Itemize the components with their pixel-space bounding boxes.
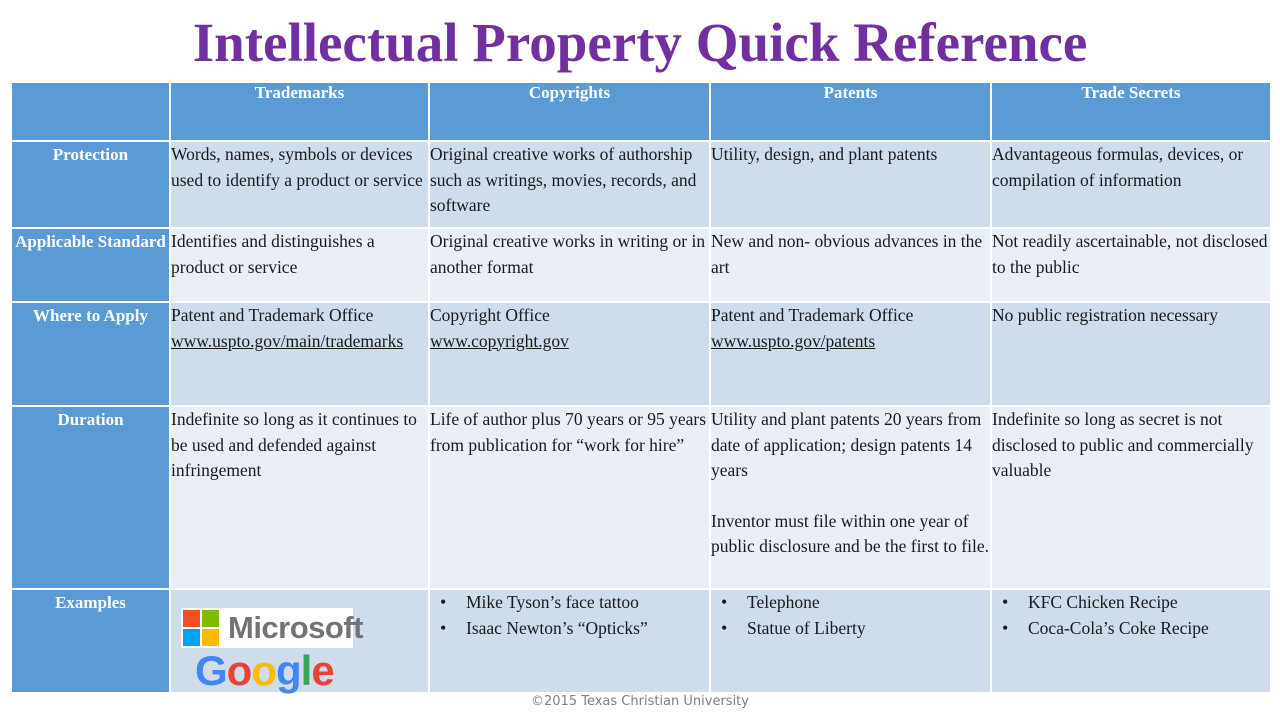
header-corner bbox=[11, 82, 170, 141]
list-item: • Coca-Cola’s Coke Recipe bbox=[992, 616, 1270, 642]
cell-duration-patents bbox=[710, 406, 991, 589]
trademark-logos bbox=[171, 590, 428, 694]
microsoft-wordmark: Microsoft bbox=[228, 610, 363, 646]
cell-examples-trademarks bbox=[170, 589, 429, 693]
apply-copyrights-office: Copyright Office bbox=[430, 305, 550, 325]
page-title: Intellectual Property Quick Reference bbox=[192, 12, 1088, 73]
header-trademarks: Trademarks bbox=[170, 82, 429, 141]
row-standard bbox=[11, 228, 1271, 302]
list-item: • Telephone bbox=[711, 590, 990, 616]
patent-examples-list bbox=[711, 590, 990, 641]
google-logo: Google bbox=[195, 647, 334, 694]
duration-patents-terms: Utility and plant patents 20 years from date of application; design patents 14 years bbox=[711, 409, 982, 480]
list-item: • Isaac Newton’s “Opticks” bbox=[430, 616, 709, 642]
microsoft-logo bbox=[181, 608, 363, 648]
duration-patents-note: Inventor must file within one year of public disclosure and be the first to file. bbox=[711, 510, 989, 556]
header-patents: Patents bbox=[710, 82, 991, 141]
apply-trademarks-office: Patent and Trademark Office bbox=[171, 305, 374, 325]
cell-standard-trade-secrets: Not readily ascertainable, not disclosed to the public bbox=[991, 228, 1271, 302]
row-header-standard: Applicable Standard bbox=[11, 228, 170, 302]
cell-protection-copyrights: Original creative works of authorship such as writings, movies, records, and software bbox=[429, 141, 710, 228]
list-item: • Mike Tyson’s face tattoo bbox=[430, 590, 709, 616]
row-apply bbox=[11, 302, 1271, 406]
cell-standard-copyrights: Original creative works in writing or in another format bbox=[429, 228, 710, 302]
cell-apply-trademarks bbox=[170, 302, 429, 406]
list-item: • Statue of Liberty bbox=[711, 616, 990, 642]
header-row bbox=[11, 82, 1271, 141]
cell-examples-trade-secrets bbox=[991, 589, 1271, 693]
microsoft-grid-icon bbox=[183, 610, 219, 646]
apply-patents-link[interactable]: www.uspto.gov/patents bbox=[711, 330, 876, 351]
apply-copyrights-link[interactable]: www.copyright.gov bbox=[430, 330, 569, 351]
row-duration bbox=[11, 406, 1271, 589]
copyright-examples-list bbox=[430, 590, 709, 641]
row-examples bbox=[11, 589, 1271, 693]
row-header-protection: Protection bbox=[11, 141, 170, 228]
apply-trademarks-link[interactable]: www.uspto.gov/main/trademarks bbox=[171, 330, 404, 351]
apply-patents-office: Patent and Trademark Office bbox=[711, 305, 914, 325]
ip-reference-table bbox=[10, 81, 1272, 694]
cell-protection-trade-secrets: Advantageous formulas, devices, or compilation of information bbox=[991, 141, 1271, 228]
row-header-duration: Duration bbox=[11, 406, 170, 589]
row-header-examples: Examples bbox=[11, 589, 170, 693]
cell-apply-trade-secrets: No public registration necessary bbox=[991, 302, 1271, 406]
cell-standard-trademarks: Identifies and distinguishes a product or service bbox=[170, 228, 429, 302]
header-copyrights: Copyrights bbox=[429, 82, 710, 141]
cell-standard-patents: New and non- obvious advances in the art bbox=[710, 228, 991, 302]
cell-duration-trade-secrets: Indefinite so long as secret is not disclosed to public and commercially valuable bbox=[991, 406, 1271, 589]
cell-duration-copyrights: Life of author plus 70 years or 95 years from publication for “work for hire” bbox=[429, 406, 710, 589]
cell-apply-patents bbox=[710, 302, 991, 406]
trade-secret-examples-list bbox=[992, 590, 1270, 641]
header-trade-secrets: Trade Secrets bbox=[991, 82, 1271, 141]
cell-duration-trademarks: Indefinite so long as it continues to be used and defended against infringement bbox=[170, 406, 429, 589]
cell-protection-trademarks: Words, names, symbols or devices used to identify a product or service bbox=[170, 141, 429, 228]
list-item: • KFC Chicken Recipe bbox=[992, 590, 1270, 616]
cell-examples-patents bbox=[710, 589, 991, 693]
copyright-footer: ©2015 Texas Christian University bbox=[531, 694, 749, 709]
row-header-apply: Where to Apply bbox=[11, 302, 170, 406]
duration-patents-spacer bbox=[711, 484, 990, 509]
cell-protection-patents: Utility, design, and plant patents bbox=[710, 141, 991, 228]
cell-apply-copyrights bbox=[429, 302, 710, 406]
cell-examples-copyrights bbox=[429, 589, 710, 693]
row-protection bbox=[11, 141, 1271, 228]
